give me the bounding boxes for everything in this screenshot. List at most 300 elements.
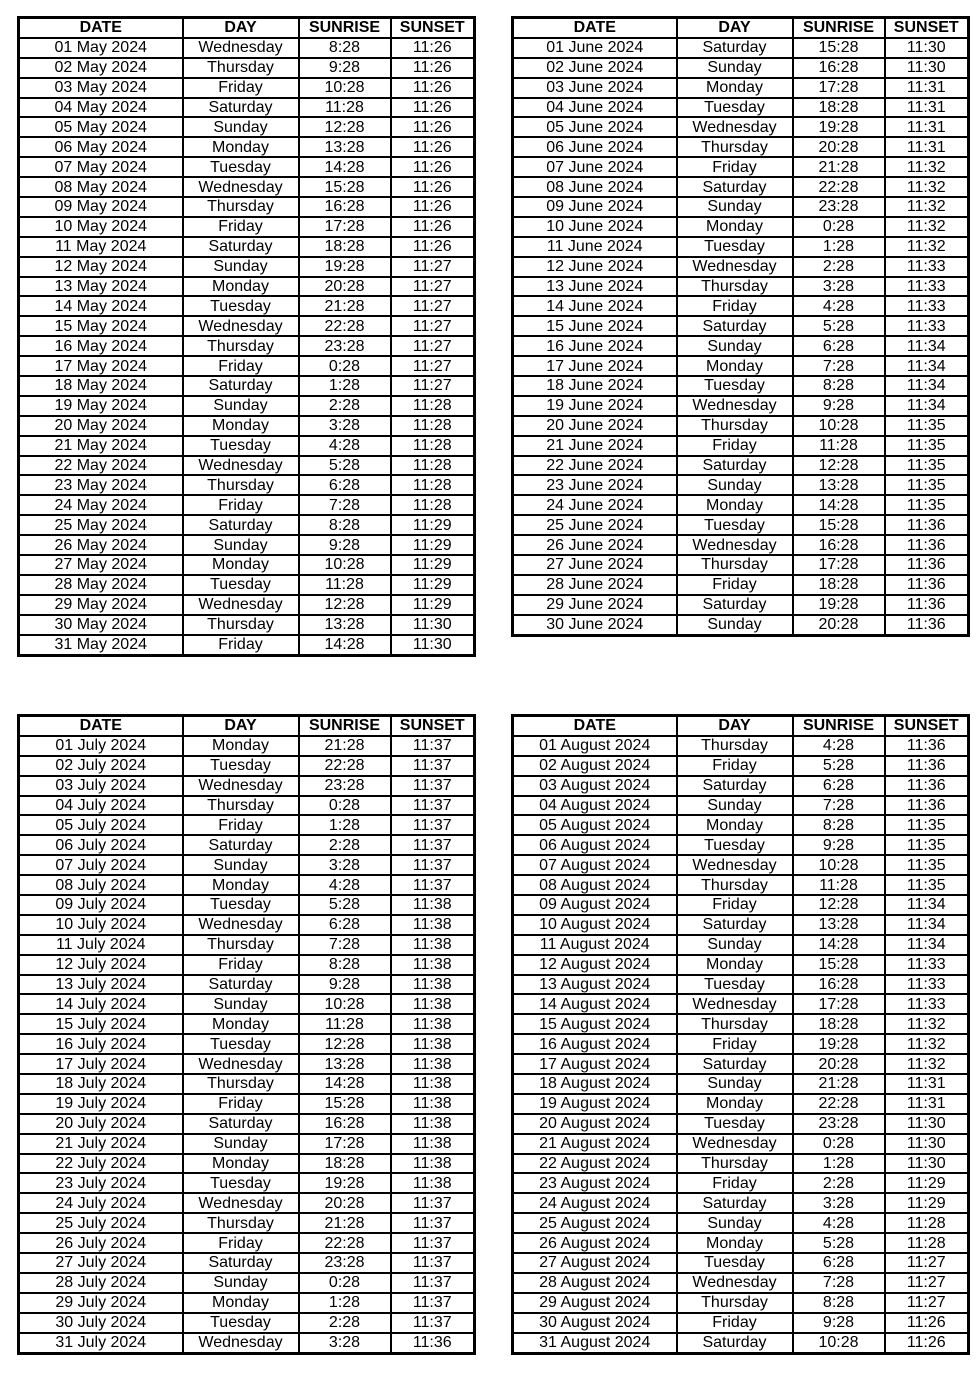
cell-sunrise: 20:28: [299, 277, 391, 297]
cell-sunrise: 6:28: [793, 1253, 885, 1273]
cell-date: 07 August 2024: [513, 855, 677, 875]
cell-day: Wednesday: [677, 117, 793, 137]
cell-sunrise: 9:28: [793, 1313, 885, 1333]
cell-sunset: 11:38: [391, 994, 475, 1014]
table-row: [513, 1154, 969, 1174]
table-row: [513, 495, 969, 515]
cell-sunset: 11:38: [391, 915, 475, 935]
cell-sunrise: 17:28: [793, 994, 885, 1014]
cell-day: Tuesday: [183, 296, 299, 316]
cell-date: 14 August 2024: [513, 994, 677, 1014]
cell-day: Friday: [677, 436, 793, 456]
cell-date: 13 August 2024: [513, 975, 677, 995]
cell-date: 23 May 2024: [19, 475, 183, 495]
cell-date: 22 May 2024: [19, 456, 183, 476]
cell-sunset: 11:27: [391, 336, 475, 356]
cell-sunrise: 9:28: [299, 58, 391, 78]
cell-sunrise: 11:28: [299, 1014, 391, 1034]
table-row: [19, 1173, 475, 1193]
table-row: [19, 1054, 475, 1074]
cell-date: 27 August 2024: [513, 1253, 677, 1273]
cell-sunrise: 8:28: [793, 815, 885, 835]
cell-sunrise: 13:28: [299, 137, 391, 157]
table-row: [513, 736, 969, 756]
cell-day: Sunday: [677, 1213, 793, 1233]
cell-sunrise: 23:28: [299, 776, 391, 796]
cell-date: 06 May 2024: [19, 137, 183, 157]
cell-date: 03 June 2024: [513, 78, 677, 98]
cell-sunset: 11:37: [391, 1313, 475, 1333]
header-sunrise: SUNRISE: [299, 716, 391, 736]
cell-day: Sunday: [677, 336, 793, 356]
table-row: [513, 575, 969, 595]
cell-day: Wednesday: [677, 994, 793, 1014]
cell-day: Tuesday: [677, 1253, 793, 1273]
table-row: [513, 356, 969, 376]
table-row: [19, 1293, 475, 1313]
cell-sunrise: 23:28: [299, 336, 391, 356]
cell-sunset: 11:36: [885, 615, 969, 635]
cell-sunrise: 22:28: [793, 1094, 885, 1114]
cell-sunset: 11:35: [885, 495, 969, 515]
cell-day: Friday: [183, 1094, 299, 1114]
cell-sunset: 11:26: [391, 157, 475, 177]
cell-sunrise: 20:28: [793, 137, 885, 157]
cell-date: 30 June 2024: [513, 615, 677, 635]
cell-sunrise: 18:28: [793, 98, 885, 118]
cell-sunrise: 2:28: [793, 1173, 885, 1193]
cell-sunrise: 16:28: [299, 197, 391, 217]
table-row: [513, 316, 969, 336]
cell-day: Thursday: [677, 555, 793, 575]
cell-date: 02 May 2024: [19, 58, 183, 78]
cell-sunset: 11:33: [885, 277, 969, 297]
cell-sunset: 11:34: [885, 895, 969, 915]
cell-sunset: 11:29: [885, 1193, 969, 1213]
cell-sunset: 11:32: [885, 237, 969, 257]
cell-sunset: 11:26: [391, 98, 475, 118]
cell-day: Wednesday: [677, 855, 793, 875]
cell-day: Monday: [183, 1014, 299, 1034]
table-row: [19, 296, 475, 316]
cell-day: Wednesday: [183, 38, 299, 58]
table-row: [513, 555, 969, 575]
cell-day: Thursday: [183, 615, 299, 635]
cell-date: 25 May 2024: [19, 515, 183, 535]
table-row: [513, 257, 969, 277]
cell-sunset: 11:38: [391, 1134, 475, 1154]
cell-day: Thursday: [677, 416, 793, 436]
header-sunset: SUNSET: [391, 18, 475, 38]
cell-date: 20 May 2024: [19, 416, 183, 436]
cell-sunrise: 21:28: [299, 736, 391, 756]
cell-day: Friday: [183, 356, 299, 376]
cell-sunset: 11:26: [391, 177, 475, 197]
cell-date: 25 July 2024: [19, 1213, 183, 1233]
table-row: [19, 756, 475, 776]
table-row: [19, 875, 475, 895]
table-row: [513, 137, 969, 157]
cell-day: Sunday: [677, 197, 793, 217]
table-row: [513, 456, 969, 476]
cell-day: Tuesday: [677, 975, 793, 995]
cell-sunrise: 10:28: [793, 855, 885, 875]
cell-date: 08 July 2024: [19, 875, 183, 895]
table-row: [19, 98, 475, 118]
cell-sunrise: 8:28: [299, 955, 391, 975]
cell-day: Thursday: [677, 1014, 793, 1034]
cell-day: Thursday: [677, 277, 793, 297]
header-sunrise: SUNRISE: [793, 18, 885, 38]
cell-date: 12 May 2024: [19, 257, 183, 277]
cell-sunrise: 3:28: [793, 1193, 885, 1213]
cell-date: 24 July 2024: [19, 1193, 183, 1213]
cell-day: Wednesday: [183, 456, 299, 476]
cell-sunset: 11:36: [885, 555, 969, 575]
cell-day: Wednesday: [677, 535, 793, 555]
cell-day: Sunday: [183, 257, 299, 277]
cell-sunset: 11:28: [391, 495, 475, 515]
cell-day: Monday: [183, 736, 299, 756]
table-row: [513, 855, 969, 875]
table-row: [513, 237, 969, 257]
table-row: [513, 376, 969, 396]
cell-sunset: 11:30: [885, 1114, 969, 1134]
table-row: [19, 1253, 475, 1273]
table-row: [513, 1293, 969, 1313]
cell-sunrise: 5:28: [793, 756, 885, 776]
cell-sunrise: 4:28: [793, 1213, 885, 1233]
cell-sunrise: 20:28: [793, 1054, 885, 1074]
cell-sunset: 11:28: [391, 416, 475, 436]
cell-date: 01 May 2024: [19, 38, 183, 58]
cell-day: Thursday: [183, 336, 299, 356]
cell-sunset: 11:38: [391, 955, 475, 975]
cell-sunset: 11:36: [885, 756, 969, 776]
cell-sunrise: 1:28: [299, 1293, 391, 1313]
header-sunset: SUNSET: [885, 716, 969, 736]
table-row: [513, 1313, 969, 1333]
cell-sunset: 11:34: [885, 935, 969, 955]
table-row: [19, 855, 475, 875]
cell-day: Monday: [677, 1233, 793, 1253]
cell-day: Tuesday: [677, 515, 793, 535]
cell-sunrise: 1:28: [793, 1154, 885, 1174]
table-row: [19, 58, 475, 78]
table-row: [513, 895, 969, 915]
cell-day: Saturday: [183, 98, 299, 118]
cell-sunrise: 18:28: [299, 237, 391, 257]
cell-day: Wednesday: [183, 595, 299, 615]
cell-sunset: 11:26: [391, 38, 475, 58]
cell-sunrise: 1:28: [299, 815, 391, 835]
cell-date: 24 May 2024: [19, 495, 183, 515]
cell-sunset: 11:34: [885, 396, 969, 416]
table-row: [513, 756, 969, 776]
table-row: [513, 436, 969, 456]
cell-sunrise: 20:28: [299, 1193, 391, 1213]
cell-day: Friday: [677, 575, 793, 595]
table-row: [513, 475, 969, 495]
cell-day: Monday: [183, 277, 299, 297]
cell-date: 18 July 2024: [19, 1074, 183, 1094]
cell-date: 14 May 2024: [19, 296, 183, 316]
cell-date: 30 May 2024: [19, 615, 183, 635]
cell-date: 07 July 2024: [19, 855, 183, 875]
cell-day: Monday: [677, 217, 793, 237]
cell-date: 09 August 2024: [513, 895, 677, 915]
cell-sunset: 11:27: [391, 277, 475, 297]
cell-date: 05 June 2024: [513, 117, 677, 137]
cell-date: 11 June 2024: [513, 237, 677, 257]
cell-sunset: 11:26: [391, 137, 475, 157]
cell-sunset: 11:38: [391, 1114, 475, 1134]
cell-date: 30 August 2024: [513, 1313, 677, 1333]
table-row: [513, 595, 969, 615]
cell-day: Sunday: [677, 1074, 793, 1094]
cell-sunrise: 9:28: [299, 535, 391, 555]
cell-date: 10 August 2024: [513, 915, 677, 935]
table-row: [19, 575, 475, 595]
cell-day: Saturday: [677, 38, 793, 58]
header-day: DAY: [677, 716, 793, 736]
cell-sunset: 11:37: [391, 776, 475, 796]
cell-sunrise: 15:28: [793, 38, 885, 58]
cell-day: Thursday: [677, 736, 793, 756]
cell-date: 21 May 2024: [19, 436, 183, 456]
cell-sunset: 11:37: [391, 796, 475, 816]
header-date: DATE: [513, 716, 677, 736]
cell-day: Thursday: [183, 1213, 299, 1233]
cell-date: 18 August 2024: [513, 1074, 677, 1094]
cell-sunset: 11:32: [885, 157, 969, 177]
table-row: [513, 1094, 969, 1114]
cell-date: 29 July 2024: [19, 1293, 183, 1313]
cell-date: 26 August 2024: [513, 1233, 677, 1253]
cell-day: Friday: [183, 495, 299, 515]
cell-day: Saturday: [183, 376, 299, 396]
cell-day: Tuesday: [183, 756, 299, 776]
cell-sunset: 11:27: [885, 1273, 969, 1293]
table-row: [19, 515, 475, 535]
cell-sunrise: 16:28: [793, 58, 885, 78]
table-row: [19, 336, 475, 356]
table-row: [19, 935, 475, 955]
header-day: DAY: [677, 18, 793, 38]
cell-sunset: 11:31: [885, 98, 969, 118]
cell-sunset: 11:34: [885, 336, 969, 356]
table-row: [513, 1173, 969, 1193]
cell-sunset: 11:29: [391, 555, 475, 575]
cell-date: 27 June 2024: [513, 555, 677, 575]
cell-sunrise: 3:28: [793, 277, 885, 297]
cell-sunrise: 21:28: [299, 1213, 391, 1233]
cell-sunrise: 17:28: [793, 555, 885, 575]
table-row: [19, 456, 475, 476]
cell-day: Thursday: [183, 197, 299, 217]
table-row: [19, 615, 475, 635]
cell-sunset: 11:28: [391, 475, 475, 495]
cell-day: Sunday: [677, 796, 793, 816]
table-row: [19, 237, 475, 257]
cell-day: Sunday: [677, 58, 793, 78]
table-row: [513, 935, 969, 955]
cell-day: Saturday: [183, 835, 299, 855]
cell-sunset: 11:38: [391, 1094, 475, 1114]
cell-date: 22 June 2024: [513, 456, 677, 476]
cell-day: Wednesday: [677, 1134, 793, 1154]
cell-day: Monday: [183, 416, 299, 436]
cell-date: 08 June 2024: [513, 177, 677, 197]
table-row: [19, 796, 475, 816]
table-row: [19, 38, 475, 58]
cell-day: Tuesday: [183, 157, 299, 177]
table-row: [513, 994, 969, 1014]
table-row: [513, 535, 969, 555]
cell-sunrise: 11:28: [793, 875, 885, 895]
cell-day: Saturday: [183, 515, 299, 535]
cell-sunset: 11:35: [885, 835, 969, 855]
cell-sunset: 11:26: [391, 217, 475, 237]
cell-date: 28 June 2024: [513, 575, 677, 595]
cell-sunset: 11:31: [885, 1094, 969, 1114]
cell-sunrise: 6:28: [299, 915, 391, 935]
cell-day: Sunday: [677, 935, 793, 955]
cell-sunrise: 0:28: [299, 1273, 391, 1293]
cell-sunrise: 21:28: [793, 1074, 885, 1094]
cell-sunset: 11:30: [885, 1154, 969, 1174]
cell-sunset: 11:27: [885, 1293, 969, 1313]
cell-date: 19 August 2024: [513, 1094, 677, 1114]
cell-sunrise: 14:28: [299, 635, 391, 655]
cell-sunrise: 11:28: [299, 575, 391, 595]
cell-day: Friday: [677, 157, 793, 177]
cell-sunset: 11:37: [391, 1273, 475, 1293]
cell-sunset: 11:28: [391, 456, 475, 476]
cell-day: Tuesday: [183, 1173, 299, 1193]
table-row: [513, 1074, 969, 1094]
cell-day: Friday: [183, 217, 299, 237]
cell-sunrise: 2:28: [299, 835, 391, 855]
cell-sunset: 11:30: [885, 38, 969, 58]
cell-sunrise: 13:28: [299, 615, 391, 635]
table-row: [513, 38, 969, 58]
cell-day: Tuesday: [677, 98, 793, 118]
cell-day: Monday: [677, 495, 793, 515]
cell-sunrise: 13:28: [299, 1054, 391, 1074]
table-row: [513, 58, 969, 78]
table-row: [19, 277, 475, 297]
cell-sunrise: 14:28: [299, 1074, 391, 1094]
cell-sunset: 11:33: [885, 955, 969, 975]
cell-day: Saturday: [183, 1114, 299, 1134]
cell-day: Monday: [677, 955, 793, 975]
cell-day: Monday: [677, 1094, 793, 1114]
cell-date: 03 May 2024: [19, 78, 183, 98]
cell-date: 05 July 2024: [19, 815, 183, 835]
table-row: [513, 1333, 969, 1353]
cell-date: 14 June 2024: [513, 296, 677, 316]
cell-day: Friday: [183, 78, 299, 98]
cell-sunrise: 15:28: [299, 1094, 391, 1114]
cell-day: Thursday: [183, 796, 299, 816]
cell-sunrise: 7:28: [793, 1273, 885, 1293]
cell-date: 02 August 2024: [513, 756, 677, 776]
cell-date: 22 August 2024: [513, 1154, 677, 1174]
cell-sunrise: 23:28: [299, 1253, 391, 1273]
cell-sunrise: 15:28: [793, 955, 885, 975]
cell-sunrise: 12:28: [299, 117, 391, 137]
cell-date: 04 May 2024: [19, 98, 183, 118]
cell-date: 15 July 2024: [19, 1014, 183, 1034]
cell-day: Sunday: [677, 475, 793, 495]
cell-day: Saturday: [677, 1054, 793, 1074]
cell-date: 11 July 2024: [19, 935, 183, 955]
cell-date: 24 August 2024: [513, 1193, 677, 1213]
cell-day: Friday: [677, 895, 793, 915]
header-day: DAY: [183, 18, 299, 38]
cell-sunrise: 4:28: [793, 296, 885, 316]
cell-day: Thursday: [183, 1074, 299, 1094]
table-row: [513, 177, 969, 197]
cell-date: 02 June 2024: [513, 58, 677, 78]
cell-sunrise: 19:28: [793, 595, 885, 615]
cell-date: 26 July 2024: [19, 1233, 183, 1253]
cell-sunset: 11:36: [885, 515, 969, 535]
cell-date: 17 August 2024: [513, 1054, 677, 1074]
cell-day: Tuesday: [677, 376, 793, 396]
cell-sunrise: 10:28: [299, 994, 391, 1014]
cell-sunrise: 8:28: [299, 515, 391, 535]
cell-date: 28 May 2024: [19, 575, 183, 595]
table-row: [513, 975, 969, 995]
cell-date: 27 May 2024: [19, 555, 183, 575]
cell-sunset: 11:36: [885, 595, 969, 615]
cell-sunrise: 13:28: [793, 915, 885, 935]
cell-sunset: 11:29: [391, 595, 475, 615]
cell-day: Saturday: [677, 177, 793, 197]
cell-sunrise: 14:28: [299, 157, 391, 177]
cell-sunrise: 22:28: [299, 756, 391, 776]
cell-sunrise: 17:28: [299, 217, 391, 237]
table-row: [19, 835, 475, 855]
table-row: [513, 396, 969, 416]
table-row: [19, 635, 475, 655]
cell-day: Saturday: [677, 915, 793, 935]
header-sunset: SUNSET: [391, 716, 475, 736]
cell-date: 27 July 2024: [19, 1253, 183, 1273]
cell-sunset: 11:38: [391, 1173, 475, 1193]
table-july: [17, 714, 476, 1355]
cell-date: 16 August 2024: [513, 1034, 677, 1054]
table-row: [513, 915, 969, 935]
cell-sunrise: 5:28: [299, 895, 391, 915]
cell-day: Thursday: [677, 1293, 793, 1313]
table-row: [513, 1193, 969, 1213]
cell-sunset: 11:28: [391, 396, 475, 416]
cell-sunset: 11:26: [885, 1313, 969, 1333]
table-row: [513, 835, 969, 855]
cell-sunrise: 19:28: [299, 257, 391, 277]
table-row: [19, 157, 475, 177]
table-row: [513, 815, 969, 835]
table-row: [19, 1313, 475, 1333]
cell-sunrise: 2:28: [299, 1313, 391, 1333]
cell-date: 25 August 2024: [513, 1213, 677, 1233]
cell-date: 04 August 2024: [513, 796, 677, 816]
cell-day: Tuesday: [183, 436, 299, 456]
cell-sunset: 11:34: [885, 376, 969, 396]
